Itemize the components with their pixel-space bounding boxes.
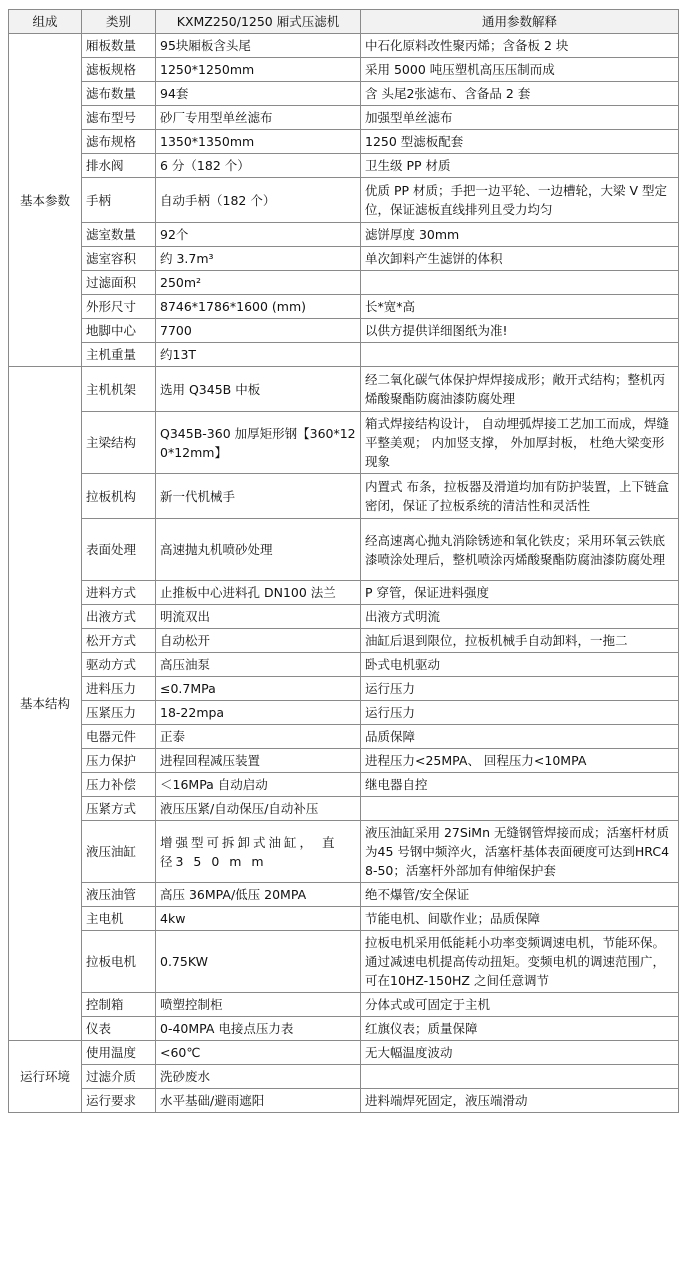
- row-value: ≤0.7MPa: [156, 677, 361, 701]
- group-label: 基本结构: [9, 367, 82, 1041]
- row-category: 排水阀: [82, 154, 156, 178]
- row-explain: 经二氧化碳气体保护焊焊接成形；敞开式结构；整机丙 烯酸聚酯防腐油漆防腐处理: [361, 367, 679, 412]
- row-explain: 运行压力: [361, 677, 679, 701]
- row-explain: 加强型单丝滤布: [361, 106, 679, 130]
- row-value: 水平基础/避雨遮阳: [156, 1089, 361, 1113]
- row-category: 液压油缸: [82, 821, 156, 883]
- row-value: 正泰: [156, 725, 361, 749]
- row-category: 滤室数量: [82, 223, 156, 247]
- row-category: 压力保护: [82, 749, 156, 773]
- row-value: 洗砂废水: [156, 1065, 361, 1089]
- row-explain: 采用 5000 吨压塑机高压压制而成: [361, 58, 679, 82]
- table-row: [9, 295, 679, 319]
- row-category: 滤布规格: [82, 130, 156, 154]
- table-row: [9, 319, 679, 343]
- row-explain: 含 头尾2张滤布、含备品 2 套: [361, 82, 679, 106]
- table-row: [9, 178, 679, 223]
- row-explain: [361, 797, 679, 821]
- table-row: [9, 271, 679, 295]
- table-row: [9, 773, 679, 797]
- table-row: [9, 581, 679, 605]
- row-explain: P 穿管，保证进料强度: [361, 581, 679, 605]
- table-row: [9, 343, 679, 367]
- row-value: <60℃: [156, 1041, 361, 1065]
- row-value: 自动松开: [156, 629, 361, 653]
- row-explain: [361, 271, 679, 295]
- row-category: 厢板数量: [82, 34, 156, 58]
- row-category: 进料压力: [82, 677, 156, 701]
- group-label: 基本参数: [9, 34, 82, 367]
- row-category: 滤板规格: [82, 58, 156, 82]
- row-category: 拉板机构: [82, 474, 156, 519]
- row-value: 约13T: [156, 343, 361, 367]
- header-row: [9, 10, 679, 34]
- row-value: 明流双出: [156, 605, 361, 629]
- table-row: [9, 223, 679, 247]
- table-row: [9, 797, 679, 821]
- table-row: [9, 58, 679, 82]
- row-category: 运行要求: [82, 1089, 156, 1113]
- row-explain: 品质保障: [361, 725, 679, 749]
- row-explain: 节能电机、间歇作业；品质保障: [361, 907, 679, 931]
- table-row: [9, 1017, 679, 1041]
- table-row: [9, 106, 679, 130]
- table-row: [9, 677, 679, 701]
- row-explain: 滤饼厚度 30mm: [361, 223, 679, 247]
- header-category: 类别: [82, 10, 156, 34]
- row-value: 6 分（182 个）: [156, 154, 361, 178]
- row-explain: 继电器自控: [361, 773, 679, 797]
- row-category: 驱动方式: [82, 653, 156, 677]
- row-explain: 经高速离心抛丸消除锈迹和氧化铁皮；采用环氧云铁底 漆喷涂处理后，整机喷涂丙烯酸聚酯防腐油漆防腐处理: [361, 519, 679, 581]
- table-row: [9, 749, 679, 773]
- table-row: [9, 82, 679, 106]
- row-explain: 液压油缸采用 27SiMn 无缝钢管焊接而成；活塞杆材质为45 号钢中频淬火，活塞杆基体表面硬度可达到HRC48-50；活塞杆外部加有伸缩保护套: [361, 821, 679, 883]
- row-value: 95块厢板含头尾: [156, 34, 361, 58]
- row-category: 使用温度: [82, 1041, 156, 1065]
- row-category: 控制箱: [82, 993, 156, 1017]
- row-category: 手柄: [82, 178, 156, 223]
- row-explain: 分体式或可固定于主机: [361, 993, 679, 1017]
- row-explain: [361, 343, 679, 367]
- table-row: [9, 821, 679, 883]
- row-value: 约 3.7m³: [156, 247, 361, 271]
- row-explain: 箱式焊接结构设计， 自动埋弧焊接工艺加工而成，焊缝平整美观； 内加竖支撑， 外加厚封板， 杜绝大梁变形现象: [361, 412, 679, 474]
- row-value: 8746*1786*1600 (mm): [156, 295, 361, 319]
- table-row: [9, 1089, 679, 1113]
- row-value: 止推板中心进料孔 DN100 法兰: [156, 581, 361, 605]
- row-value: 新一代机械手: [156, 474, 361, 519]
- row-explain: 出液方式明流: [361, 605, 679, 629]
- row-value: 液压压紧/自动保压/自动补压: [156, 797, 361, 821]
- row-explain: 中石化原料改性聚丙烯；含备板 2 块: [361, 34, 679, 58]
- table-row: [9, 1041, 679, 1065]
- row-category: 压紧方式: [82, 797, 156, 821]
- row-explain: 无大幅温度波动: [361, 1041, 679, 1065]
- row-category: 拉板电机: [82, 931, 156, 993]
- row-category: 表面处理: [82, 519, 156, 581]
- row-category: 压紧压力: [82, 701, 156, 725]
- table-row: [9, 519, 679, 581]
- row-value: 7700: [156, 319, 361, 343]
- row-category: 仪表: [82, 1017, 156, 1041]
- row-category: 压力补偿: [82, 773, 156, 797]
- row-category: 液压油管: [82, 883, 156, 907]
- header-model: KXMZ250/1250 厢式压滤机: [156, 10, 361, 34]
- row-value: ＜16MPa 自动启动: [156, 773, 361, 797]
- row-value: 高速抛丸机喷砂处理: [156, 519, 361, 581]
- row-value: 进程回程减压装置: [156, 749, 361, 773]
- row-value: 砂厂专用型单丝滤布: [156, 106, 361, 130]
- table-row: [9, 130, 679, 154]
- table-row: [9, 883, 679, 907]
- row-value: 高压油泵: [156, 653, 361, 677]
- row-category: 电器元件: [82, 725, 156, 749]
- row-value: 增强型可拆卸式油缸， 直 径3 5 0 m m: [156, 821, 361, 883]
- header-group: 组成: [9, 10, 82, 34]
- row-category: 出液方式: [82, 605, 156, 629]
- row-category: 地脚中心: [82, 319, 156, 343]
- row-category: 滤布型号: [82, 106, 156, 130]
- row-category: 主电机: [82, 907, 156, 931]
- row-explain: 进料端焊死固定，液压端滑动: [361, 1089, 679, 1113]
- table-row: [9, 1065, 679, 1089]
- table-row: [9, 725, 679, 749]
- row-explain: 进程压力<25MPA、 回程压力<10MPA: [361, 749, 679, 773]
- row-value: 1350*1350mm: [156, 130, 361, 154]
- row-value: 18-22mpa: [156, 701, 361, 725]
- table-row: [9, 247, 679, 271]
- row-value: 选用 Q345B 中板: [156, 367, 361, 412]
- row-category: 过滤面积: [82, 271, 156, 295]
- row-explain: 长*宽*高: [361, 295, 679, 319]
- table-row: [9, 907, 679, 931]
- table-row: [9, 931, 679, 993]
- row-category: 滤布数量: [82, 82, 156, 106]
- row-value: 0.75KW: [156, 931, 361, 993]
- row-category: 主机机架: [82, 367, 156, 412]
- row-value: 4kw: [156, 907, 361, 931]
- table-row: [9, 701, 679, 725]
- group-label: 运行环境: [9, 1041, 82, 1113]
- table-row: [9, 34, 679, 58]
- table-row: [9, 412, 679, 474]
- table-row: [9, 605, 679, 629]
- row-explain: 红旗仪表；质量保障: [361, 1017, 679, 1041]
- row-explain: 拉板电机采用低能耗小功率变频调速电机，节能环保。 通过减速电机提高传动扭矩。变频电机的调速范围广， 可在10HZ-150HZ 之间任意调节: [361, 931, 679, 993]
- row-explain: 1250 型滤板配套: [361, 130, 679, 154]
- row-value: 1250*1250mm: [156, 58, 361, 82]
- row-category: 外形尺寸: [82, 295, 156, 319]
- spec-table: [8, 9, 679, 1113]
- row-value: 自动手柄（182 个）: [156, 178, 361, 223]
- row-explain: 以供方提供详细图纸为准!: [361, 319, 679, 343]
- row-value: 250m²: [156, 271, 361, 295]
- row-explain: 优质 PP 材质；手把一边平轮、一边槽轮，大梁 V 型定位，保证滤板直线排列且受力均匀: [361, 178, 679, 223]
- row-value: Q345B-360 加厚矩形钢【360*120*12mm】: [156, 412, 361, 474]
- table-row: [9, 629, 679, 653]
- row-value: 喷塑控制柜: [156, 993, 361, 1017]
- row-explain: 卧式电机驱动: [361, 653, 679, 677]
- row-category: 进料方式: [82, 581, 156, 605]
- row-value: 92个: [156, 223, 361, 247]
- row-category: 主梁结构: [82, 412, 156, 474]
- table-row: [9, 993, 679, 1017]
- row-value: 94套: [156, 82, 361, 106]
- row-explain: [361, 1065, 679, 1089]
- row-category: 过滤介质: [82, 1065, 156, 1089]
- row-explain: 油缸后退到限位，拉板机械手自动卸料，一拖二: [361, 629, 679, 653]
- table-row: [9, 367, 679, 412]
- row-explain: 卫生级 PP 材质: [361, 154, 679, 178]
- row-value: 高压 36MPA/低压 20MPA: [156, 883, 361, 907]
- row-category: 松开方式: [82, 629, 156, 653]
- row-category: 主机重量: [82, 343, 156, 367]
- row-category: 滤室容积: [82, 247, 156, 271]
- header-explain: 通用参数解释: [361, 10, 679, 34]
- row-explain: 单次卸料产生滤饼的体积: [361, 247, 679, 271]
- table-row: [9, 474, 679, 519]
- row-explain: 运行压力: [361, 701, 679, 725]
- row-explain: 内置式 布条，拉板器及滑道均加有防护装置，上下链盒 密闭，保证了拉板系统的清洁性和灵活性: [361, 474, 679, 519]
- row-value: 0-40MPA 电接点压力表: [156, 1017, 361, 1041]
- table-row: [9, 653, 679, 677]
- table-body: [9, 34, 679, 1113]
- row-explain: 绝不爆管/安全保证: [361, 883, 679, 907]
- table-row: [9, 154, 679, 178]
